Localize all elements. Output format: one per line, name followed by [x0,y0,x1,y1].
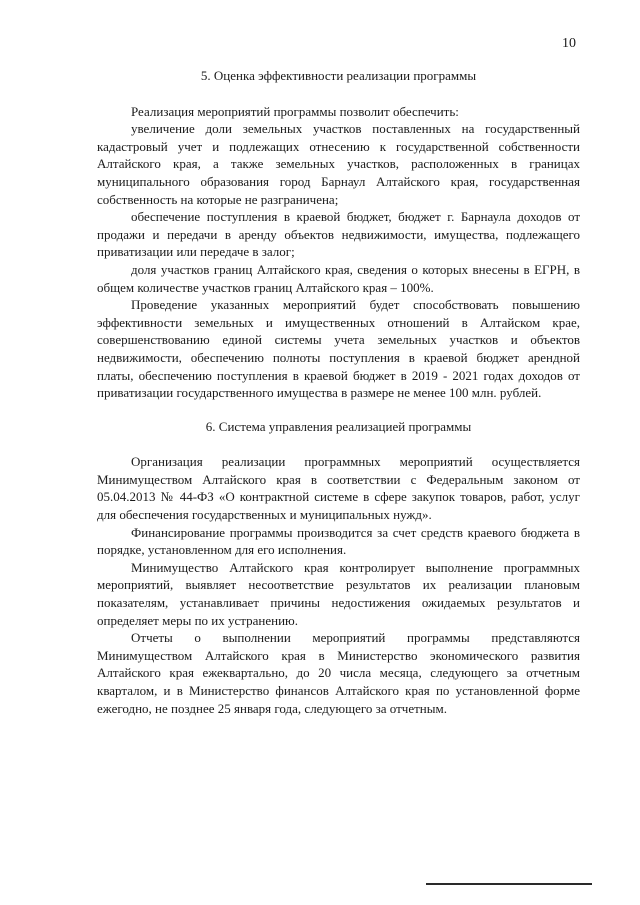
paragraph: Организация реализации программных мероприятий осуществляется Минимуществом Алтайского края в соответствии с Федеральным законом от 05.04.2013 № 44-ФЗ «О контрактной системе в сфере закупок товаров, работ, услуг для обеспечения государственных и муниципальных нужд». [97,454,580,523]
paragraph: Реализация мероприятий программы позволит обеспечить: [131,103,459,119]
paragraph: доля участков границ Алтайского края, сведения о которых внесены в ЕГРН, в общем количестве участков границ Алтайского края – 100%. [97,261,580,295]
paragraph: увеличение доли земельных участков поставленных на государственный кадастровый учет и подлежащих отнесению к государственной собственности Алтайского края, а также земельных участков, расположенных в границах муниципального образования город Барнаул Алтайского края, государственная собственность на которые не разграничена; [97,121,580,207]
paragraph: Минимущество Алтайского края контролирует выполнение программных мероприятий, выявляет несоответствие результатов их реализации плановым показателям, устанавливает причины недостижения ожидаемых результатов и определяет меры по их устранению. [97,559,580,628]
footer-rule [426,883,592,885]
paragraph: Отчеты о выполнении мероприятий программы представляются Минимуществом Алтайского края в Министерство экономического развития Алтайского края ежеквартально, до 20 числа месяца, следующего за отчетным кварталом, и в Министерство финансов Алтайского края по установленной форме ежегодно, не позднее 25 января года, следующего за отчетным. [97,630,580,716]
page-number: 10 [562,36,576,51]
paragraph: Проведение указанных мероприятий будет способствовать повышению эффективности земельных и имущественных отношений в Алтайском крае, совершенствованию единой системы учета земельных участков и объектов недвижимости, обеспечению полноты поступления в краевой бюджет арендной платы, обеспечению поступления в краевой бюджет в 2019 - 2021 годах доходов от приватизации государственного имущества в размере не менее 100 млн. рублей. [97,297,580,401]
section-6-title: 6. Система управления реализацией программы [205,418,472,434]
section-5-title: 5. Оценка эффективности реализации программы [200,68,477,83]
document-body [97,67,580,717]
section-gap [97,402,580,410]
paragraph: Финансирование программы производится за счет средств краевого бюджета в порядке, установленном для его исполнения. [97,524,580,558]
paragraph: обеспечение поступления в краевой бюджет, бюджет г. Барнаула доходов от продажи и передачи в аренду объектов недвижимости, имущества, подлежащего приватизации или передаче в залог; [97,209,580,260]
